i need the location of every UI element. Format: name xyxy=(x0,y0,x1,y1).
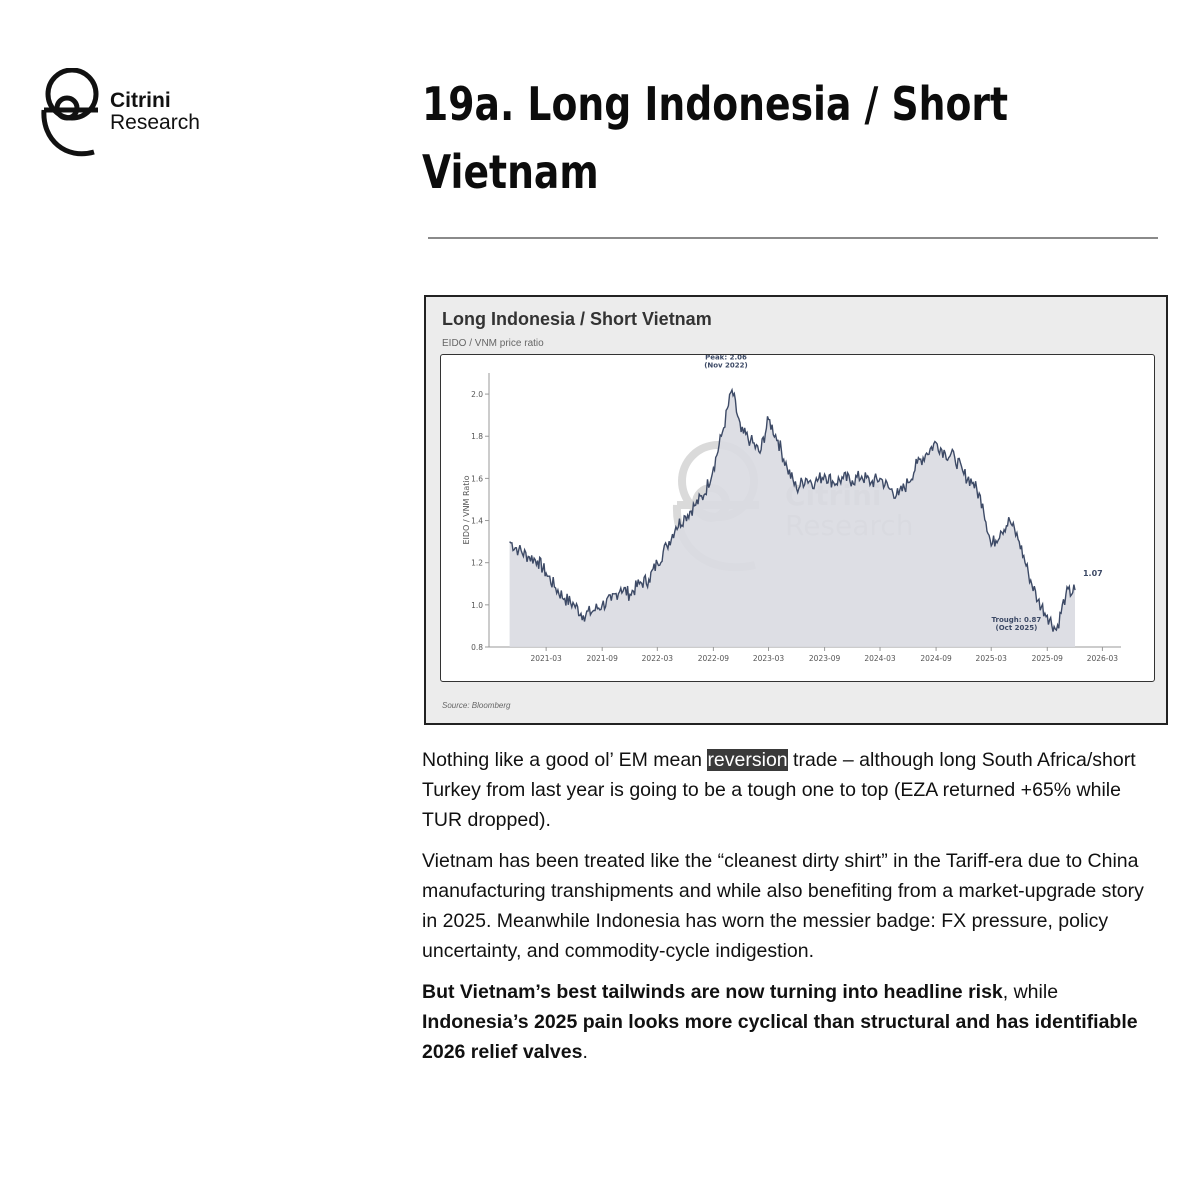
p3-bold-2: Indonesia’s 2025 pain looks more cyclical than structural and has identifiable 2026 relief valves xyxy=(422,1011,1138,1063)
brand-name-line2: Research xyxy=(110,111,200,134)
chart-figure xyxy=(424,295,1168,725)
peak-annotation-date: (Nov 2022) xyxy=(704,361,748,370)
citrini-logo-icon xyxy=(38,68,108,160)
x-tick-label: 2026-03 xyxy=(1086,654,1119,663)
p1-text-before: Nothing like a good ol’ EM mean xyxy=(422,749,708,771)
x-tick-label: 2021-03 xyxy=(530,654,562,663)
x-tick-label: 2021-09 xyxy=(586,654,618,663)
y-ticks xyxy=(471,390,489,652)
series-area xyxy=(510,390,1075,647)
brand-name-line1: Citrini xyxy=(110,89,171,112)
y-axis-label: EIDO / VNM Ratio xyxy=(462,475,471,545)
chart-subtitle: EIDO / VNM price ratio xyxy=(442,338,544,349)
x-tick-label: 2023-03 xyxy=(752,654,785,663)
x-tick-label: 2024-09 xyxy=(920,654,952,663)
y-tick-label: 1.4 xyxy=(471,516,483,526)
x-ticks xyxy=(530,647,1118,663)
trough-annotation-date: (Oct 2025) xyxy=(995,624,1038,633)
p3-bold-1: But Vietnam’s best tailwinds are now turning into headline risk xyxy=(422,981,1003,1003)
paragraph-2: Vietnam has been treated like the “cleanest dirty shirt” in the Tariff-era due to China manufacturing transhipments and while also benefiting from a market-upgrade story in 2025. Meanwhile Indonesia has worn the messier badge: FX pressure, policy uncertainty, and commodity-cycle indigestion. xyxy=(422,850,1144,962)
y-tick-label: 0.8 xyxy=(471,643,483,652)
x-tick-label: 2022-03 xyxy=(641,654,674,663)
chart-source: Source: Bloomberg xyxy=(442,701,511,710)
brand-logo xyxy=(38,68,218,160)
chart-svg xyxy=(441,355,1153,680)
highlighted-word: reversion xyxy=(707,749,788,771)
y-tick-label: 1.6 xyxy=(471,474,483,484)
peak-annotation: Peak: 2.06 xyxy=(705,355,747,362)
p3-mid: , while xyxy=(1002,981,1059,1003)
p3-end: . xyxy=(582,1041,588,1063)
y-tick-label: 2.0 xyxy=(471,390,483,400)
p1-text-after: trade – although long South Africa/short Turkey from last year is going to be a tough one to top (EZA returned +65% while TUR dropped). xyxy=(422,749,1136,831)
title-divider xyxy=(428,237,1158,239)
last-value-label: 1.07 xyxy=(1082,569,1103,579)
x-tick-label: 2025-09 xyxy=(1031,654,1063,663)
page-title: 19a. Long Indonesia / Short Vietnam xyxy=(422,77,1009,199)
x-tick-label: 2025-03 xyxy=(975,654,1007,663)
x-tick-label: 2024-03 xyxy=(864,654,896,663)
trough-annotation: Trough: 0.87 xyxy=(991,616,1042,625)
article-body xyxy=(422,745,1162,1078)
x-tick-label: 2022-09 xyxy=(697,654,730,663)
paragraph-3 xyxy=(422,977,1162,1067)
chart-title: Long Indonesia / Short Vietnam xyxy=(442,309,712,329)
chart-plot-panel xyxy=(440,354,1155,682)
y-tick-label: 1.2 xyxy=(471,558,483,568)
x-tick-label: 2023-09 xyxy=(808,654,841,663)
y-tick-label: 1.8 xyxy=(471,432,483,442)
paragraph-1 xyxy=(422,745,1162,835)
y-tick-label: 1.0 xyxy=(471,600,483,610)
